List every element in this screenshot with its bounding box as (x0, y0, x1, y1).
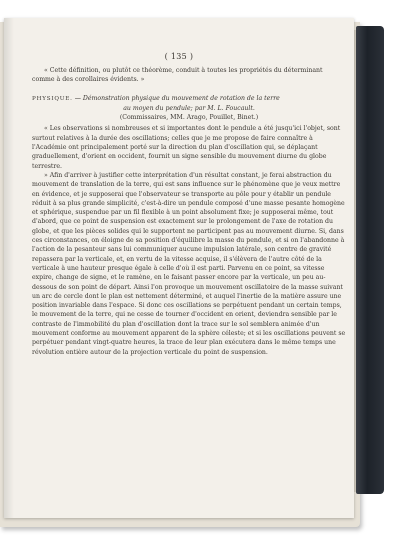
intro-paragraph: « Cette définition, ou plutôt ce théorème, conduit à toutes les propriétés du déterminant comme à des corollaires évidents. » (32, 67, 323, 84)
section-label: PHYSIQUE. (32, 95, 73, 102)
page-text (32, 66, 346, 357)
book-page (4, 18, 354, 518)
body-paragraph-1: « Les observations si nombreuses et si importantes dont le pendule a été jusqu'ici l'objet, sont surtout relatives à la durée des oscillations; celles que je me propose de faire connaître à l'Académie ont principalement porté sur la direction du plan d'oscillation qui, se déplaçant graduellement, d'orient en occident, fournit un signe sensible du mouvement diurne du globe terrestre. (32, 125, 341, 170)
gutter-shadow (4, 18, 14, 518)
section-title-line-1: — Démonstration physique du mouvement de rotation de la terre (74, 94, 280, 102)
book-binding (356, 26, 384, 494)
section-heading (32, 94, 346, 104)
body-paragraph-2: » Afin d'arriver à justifier cette interprétation d'un résultat constant, je ferai abstraction du mouvement de translation de la terre, qui est sans influence sur le phénomène que je veux mettre en évidence, et je supposerai que l'observateur se transporte au pôle pour y établir un pendule réduit à sa plus grande simplicité, c'est-à-dire un pendule composé d'une masse pesante homogène et sphérique, suspendue par un fil flexible à un point absolument fixe; je supposerai même, tout d'abord, que ce point de suspension est exactement sur le prolongement de l'axe de rotation du globe, et que les pièces solides qui le supportent ne participent pas au mouvement diurne. Si, dans ces circonstances, on éloigne de sa position d'équilibre la masse du pendule, et si on l'abandonne à l'action de la pesanteur sans lui communiquer aucune impulsion latérale, son centre de gravité repassera par la verticale, et, en vertu de la vitesse acquise, il s'élèvera de l'autre côté de la verticale à une hauteur presque égale à celle d'où il est parti. Parvenu en ce point, sa vitesse expire, change de signe, et le ramène, en le faisant passer encore par la verticale, un peu au-dessous de son point de départ. Ainsi l'on provoque un mouvement oscillatoire de la masse suivant un arc de cercle dont le plan est nettement déterminé, et auquel l'inertie de la matière assure une position invariable dans l'espace. Si donc ces oscillations se perpétuent pendant un certain temps, le mouvement de la terre, qui ne cesse de tourner d'occident en orient, deviendra sensible par le contraste de l'immobilité du plan d'oscillation dont la trace sur le sol semblera animée d'un mouvement conforme au mouvement apparent de la sphère céleste; et si les oscillations peuvent se perpétuer pendant vingt-quatre heures, la trace de leur plan exécutera dans le même temps une révolution entière autour de la projection verticale du point de suspension. (32, 171, 346, 356)
section-title-line-2: au moyen du pendule; par M. L. Foucault. (123, 104, 255, 112)
commissioners-line: (Commissaires, MM. Arago, Pouillet, Binet.) (119, 114, 259, 122)
page-number: ( 135 ) (164, 52, 194, 61)
